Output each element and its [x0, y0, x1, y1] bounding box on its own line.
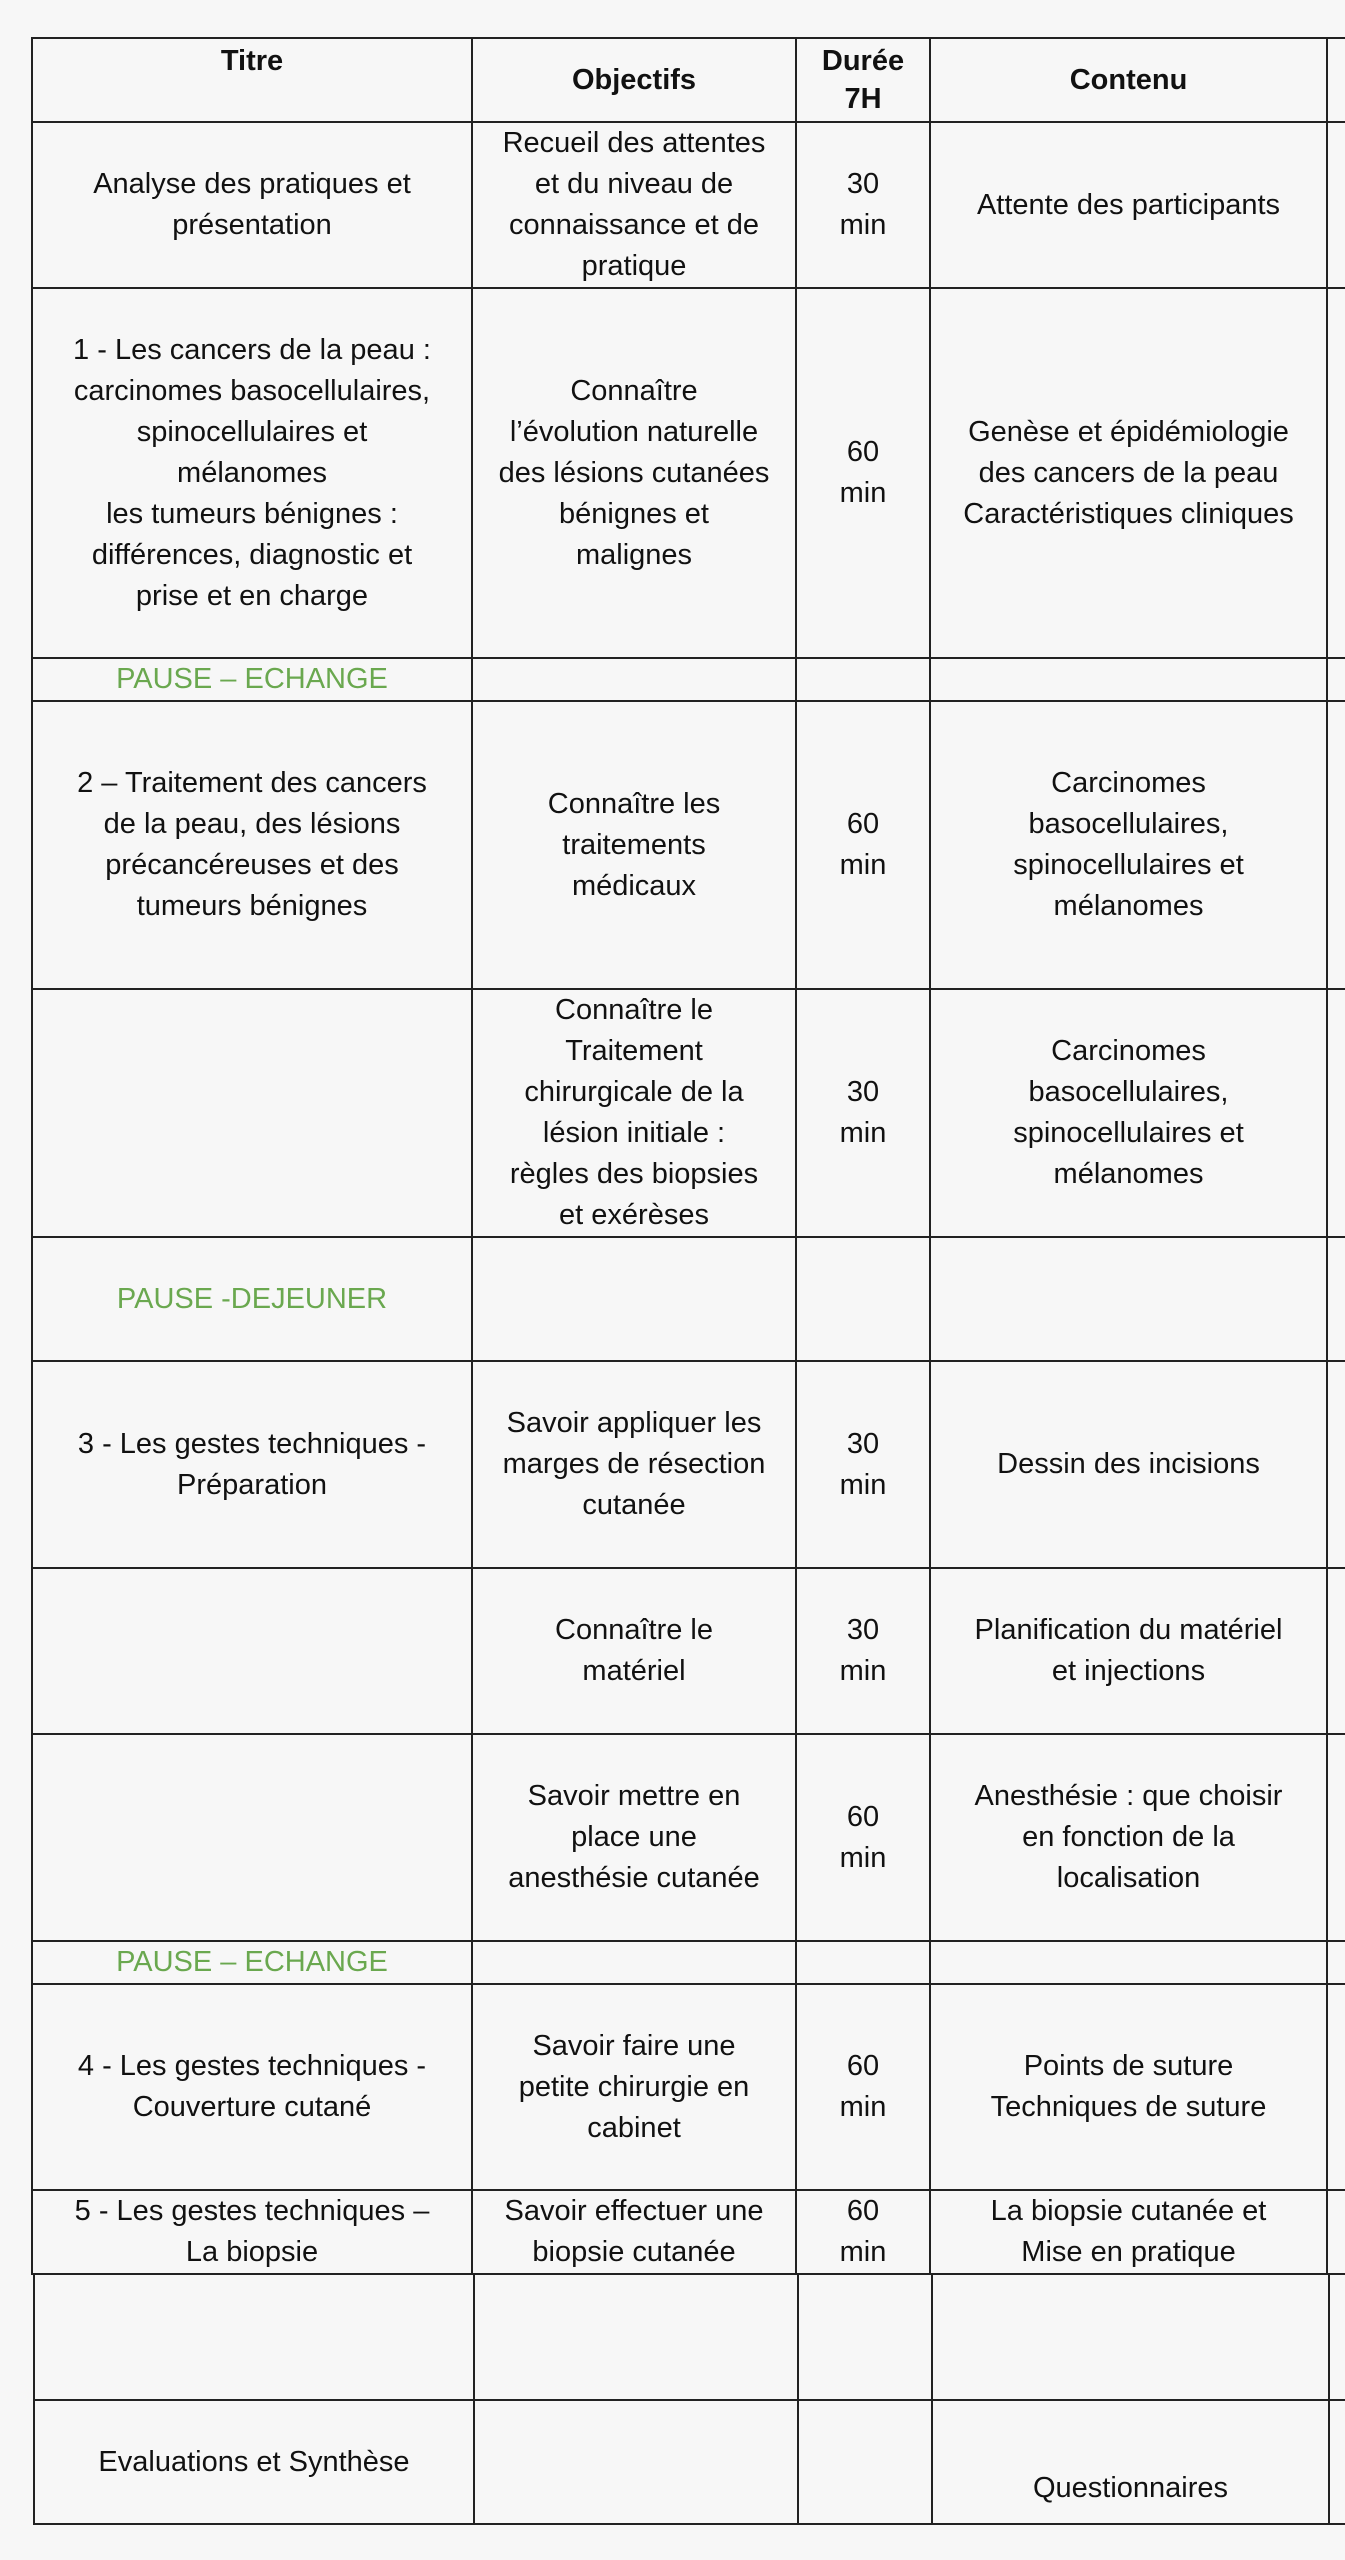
cell-titre-pause: PAUSE – ECHANGE: [32, 1941, 472, 1984]
cell-contenu: [930, 1237, 1327, 1361]
cell-contenu: [930, 658, 1327, 701]
cell-extra: [1327, 1237, 1345, 1361]
cell-extra: [1327, 1361, 1345, 1568]
cell-duree: [796, 658, 930, 701]
cell-contenu: Genèse et épidémiologie des cancers de la peau Caractéristiques cliniques: [930, 288, 1327, 658]
cell-objectifs: [474, 2274, 798, 2400]
cell-titre: 3 - Les gestes techniques - Préparation: [32, 1361, 472, 1568]
cell-duree: [796, 1941, 930, 1984]
cell-contenu: [932, 2274, 1329, 2400]
cell-duree: 30 min: [796, 122, 930, 288]
cell-contenu: Carcinomes basocellulaires, spinocellulaires et mélanomes: [930, 989, 1327, 1237]
header-empty: [1327, 38, 1345, 122]
table-row: [32, 1568, 1345, 1734]
cell-objectifs: Savoir mettre en place une anesthésie cutanée: [472, 1734, 796, 1941]
header-objectifs: Objectifs: [472, 38, 796, 122]
cell-duree: 30 min: [796, 989, 930, 1237]
cell-extra: [1327, 658, 1345, 701]
cell-duree: 60 min: [796, 288, 930, 658]
cell-duree: [798, 2400, 932, 2524]
cell-contenu: Carcinomes basocellulaires, spinocellulaires et mélanomes: [930, 701, 1327, 989]
table-row: [32, 1984, 1345, 2190]
cell-objectifs: [472, 658, 796, 701]
table-row: [32, 2190, 1345, 2274]
cell-duree: 30 min: [796, 1361, 930, 1568]
table-row: [32, 1361, 1345, 1568]
cell-titre: 1 - Les cancers de la peau : carcinomes basocellulaires, spinocellulaires et mélanomes les tumeurs bénignes : différences, diagnostic et prise et en charge: [32, 288, 472, 658]
table-row-pause: [32, 658, 1345, 701]
cell-duree: 30 min: [796, 1568, 930, 1734]
cell-titre: [32, 1568, 472, 1734]
cell-extra: [1327, 701, 1345, 989]
cell-objectifs: Connaître les traitements médicaux: [472, 701, 796, 989]
cell-contenu: Anesthésie : que choisir en fonction de la localisation: [930, 1734, 1327, 1941]
cell-objectifs: [472, 1941, 796, 1984]
schedule-table: [31, 37, 1345, 2275]
cell-extra: [1327, 288, 1345, 658]
cell-objectifs: Connaître le matériel: [472, 1568, 796, 1734]
table-row: [32, 989, 1345, 1237]
cell-titre: 2 – Traitement des cancers de la peau, des lésions précancéreuses et des tumeurs bénignes: [32, 701, 472, 989]
cell-duree: [796, 1237, 930, 1361]
table-row: [32, 701, 1345, 989]
cell-titre: 5 - Les gestes techniques – La biopsie: [32, 2190, 472, 2274]
table-row-pause: [32, 1237, 1345, 1361]
cell-objectifs: Savoir appliquer les marges de résection cutanée: [472, 1361, 796, 1568]
table-row: [34, 2274, 1345, 2400]
table-row: [34, 2400, 1345, 2524]
cell-contenu: La biopsie cutanée et Mise en pratique: [930, 2190, 1327, 2274]
cell-titre: 4 - Les gestes techniques - Couverture cutané: [32, 1984, 472, 2190]
cell-titre: Analyse des pratiques et présentation: [32, 122, 472, 288]
cell-extra: [1327, 1941, 1345, 1984]
cell-objectifs: [472, 1237, 796, 1361]
table-row: [32, 288, 1345, 658]
cell-duree: 60 min: [796, 701, 930, 989]
cell-titre: [34, 2274, 474, 2400]
cell-contenu: Questionnaires: [932, 2400, 1329, 2524]
cell-duree: 60 min: [796, 1984, 930, 2190]
cell-extra: [1327, 122, 1345, 288]
header-duree: Durée 7H: [796, 38, 930, 122]
cell-extra: [1329, 2400, 1345, 2524]
cell-contenu: Points de suture Techniques de suture: [930, 1984, 1327, 2190]
cell-titre: Evaluations et Synthèse: [34, 2400, 474, 2524]
cell-extra: [1329, 2274, 1345, 2400]
table-row: [32, 122, 1345, 288]
cell-objectifs: Connaître l’évolution naturelle des lésions cutanées bénignes et malignes: [472, 288, 796, 658]
cell-titre-pause: PAUSE – ECHANGE: [32, 658, 472, 701]
cell-duree: 60 min: [796, 1734, 930, 1941]
table-row: [32, 1734, 1345, 1941]
cell-contenu: Attente des participants: [930, 122, 1327, 288]
header-contenu: Contenu: [930, 38, 1327, 122]
cell-contenu: Planification du matériel et injections: [930, 1568, 1327, 1734]
cell-objectifs: Recueil des attentes et du niveau de connaissance et de pratique: [472, 122, 796, 288]
cell-titre: [32, 989, 472, 1237]
cell-objectifs: Connaître le Traitement chirurgicale de la lésion initiale : règles des biopsies et exérèses: [472, 989, 796, 1237]
cell-extra: [1327, 1734, 1345, 1941]
cell-contenu: Dessin des incisions: [930, 1361, 1327, 1568]
cell-objectifs: Savoir effectuer une biopsie cutanée: [472, 2190, 796, 2274]
cell-duree: 60 min: [796, 2190, 930, 2274]
cell-extra: [1327, 1984, 1345, 2190]
evaluation-table: [33, 2273, 1345, 2525]
cell-duree: [798, 2274, 932, 2400]
table-header-row: [32, 38, 1345, 122]
cell-contenu: [930, 1941, 1327, 1984]
cell-extra: [1327, 1568, 1345, 1734]
cell-objectifs: [474, 2400, 798, 2524]
cell-titre-pause: PAUSE -DEJEUNER: [32, 1237, 472, 1361]
table-row-pause: [32, 1941, 1345, 1984]
cell-titre: [32, 1734, 472, 1941]
cell-extra: [1327, 989, 1345, 1237]
cell-extra: [1327, 2190, 1345, 2274]
header-titre: Titre: [32, 38, 472, 122]
cell-objectifs: Savoir faire une petite chirurgie en cabinet: [472, 1984, 796, 2190]
